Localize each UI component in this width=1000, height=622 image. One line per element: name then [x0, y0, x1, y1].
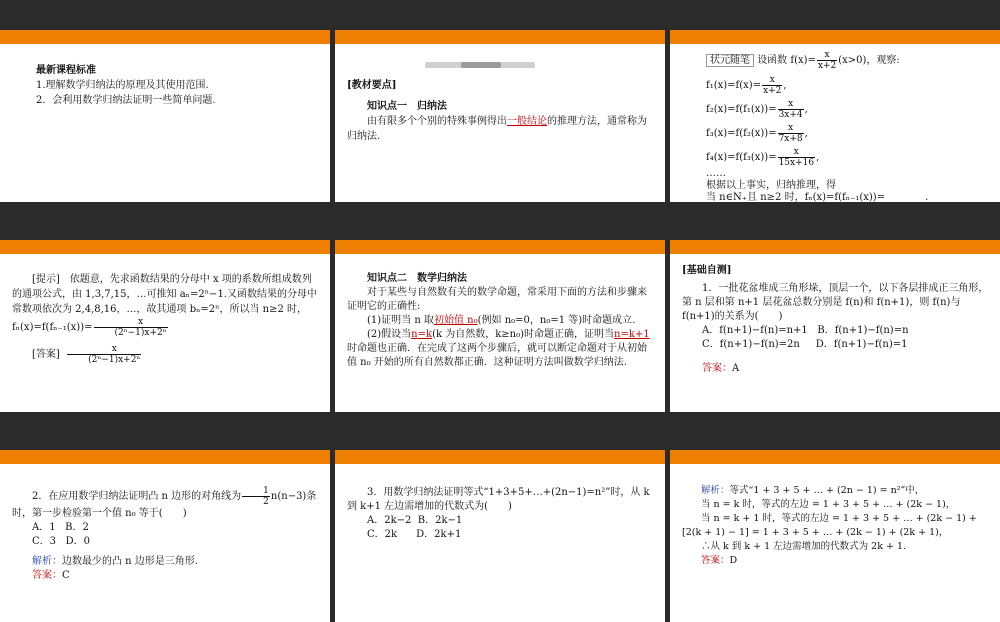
fraction: $\frac{x}{\text{(2ⁿ−1)x+2ⁿ}}$	[94, 317, 168, 338]
standard-item-1: 1.理解数学归纳法的原理及其使用范围.	[36, 80, 209, 91]
f4-line: f₄(x)=f(f₃(x))= $\frac{x}{15x+16}$ ,	[706, 147, 820, 168]
step-2: (2)假设当n=k(k 为自然数，k≥n₀)时命题正确，证明当n=k+1时命题也正确．在完成了这两个步骤后，就可以断定命题对于从初始值 n₀ 开始的所有自然数都正确．这种证明方法叫做数学归纳法.	[347, 329, 650, 368]
standard-item-2: 2．会利用数学归纳法证明一些简单问题.	[36, 95, 216, 106]
options-row-2: C．2k D．2k+1	[367, 529, 462, 540]
options-row-1: A．2k−2 B．2k−1	[367, 515, 463, 526]
analysis-line-1: 解析：等式“1 + 3 + 5 + … + (2n − 1) = n²”中，	[701, 485, 925, 496]
options-row-1: A．1 B．2	[32, 522, 89, 533]
top-bar	[0, 0, 1000, 24]
question-text: 2．在应用数学归纳法证明凸 n 边形的对角线为 $\frac{1}{2}$ n(n−3)条时，第一步检验第一个值 n₀ 等于( )	[12, 486, 317, 519]
slide-header-bar	[670, 240, 1000, 254]
question-text: 当 n∈N₊且 n≥2 时，fₙ(x)=f(fₙ₋₁(x))=________.	[706, 192, 929, 202]
slide-header-bar	[670, 30, 1000, 44]
answer-label: [答案]	[32, 349, 60, 360]
slide-header-bar	[0, 30, 330, 44]
slide-header-bar	[0, 450, 330, 464]
options-row-2: C．3 D．0	[32, 536, 90, 547]
slide-7-thumbnail[interactable]	[0, 450, 330, 622]
section-heading: [教材要点]	[347, 80, 397, 91]
fraction: $\frac{1}{2}$	[242, 486, 270, 507]
slide-header-bar	[335, 450, 665, 464]
slide-3-thumbnail[interactable]	[670, 30, 1000, 202]
analysis-line-2: 当 n = k 时，等式的左边 = 1 + 3 + 5 + … + (2k − 1)，	[701, 499, 956, 510]
f3-line: f₃(x)=f(f₂(x))= $\frac{x}{7x+8}$ ,	[706, 123, 808, 144]
fill-blank: 一般结论	[507, 116, 547, 127]
definition-text: 由有限多个个别的特殊事例得出一般结论的推理方法，通常称为归纳法.	[347, 116, 647, 142]
ellipsis: ……	[706, 168, 726, 179]
slide-banner	[425, 62, 535, 68]
slide-4-thumbnail[interactable]	[0, 240, 330, 412]
f1-line: f₁(x)=f(x)= $\frac{x}{x+2}$ ,	[706, 75, 787, 96]
f2-line: f₂(x)=f(f₁(x))= $\frac{x}{3x+4}$ ,	[706, 99, 808, 120]
slide-header-bar	[0, 240, 330, 254]
options-row-2: C．f(n+1)−f(n)=2n D．f(n+1)−f(n)=1	[702, 339, 908, 350]
question-text: 3．用数学归纳法证明等式“1+3+5+…+(2n−1)=n²”时，从 k 到 k+1 左边需增加的代数式为( )	[347, 487, 650, 512]
analysis-line: 解析：边数最少的凸 n 边形是三角形.	[32, 556, 198, 567]
knowledge-point-title: 知识点一 归纳法	[367, 101, 447, 112]
fill-blank: n=k	[411, 329, 433, 340]
answer-line: 答案：A	[702, 363, 740, 374]
answer-line: 答案：C	[32, 570, 70, 581]
slide-2-thumbnail[interactable]	[335, 30, 665, 202]
fraction: $\frac{x}{\text{(2ⁿ−1)x+2ⁿ}}$	[67, 344, 141, 365]
tip-label: 状元随笔	[706, 54, 754, 67]
slide-9-thumbnail[interactable]	[670, 450, 1000, 622]
answer-line: 答案：D	[701, 555, 738, 566]
analysis-line-4: ∴从 k 到 k + 1 左边需增加的代数式为 2k + 1.	[701, 541, 907, 552]
hint-paragraph: [提示] 依题意，先求函数结果的分母中 x 项的系数所组成数列的通项公式，由 1,3,7,15，…可推知 aₙ=2ⁿ−1.又函数结果的分母中常数项依次为 2,4,8,16，…，故其通项 bₙ=2ⁿ，所以当 n≥2 时，fₙ(x)=f(fₙ₋₁(x))= $\frac{x}{\text{(2ⁿ−1)x+2ⁿ}}$	[12, 274, 317, 338]
step-1: (1)证明当 n 取初始值 n₀(例如 n₀=0，n₀=1 等)时命题成立.	[367, 315, 636, 326]
slide-1-thumbnail[interactable]	[0, 30, 330, 202]
fill-blank: n=k+1	[614, 329, 650, 340]
slide-header-bar	[670, 450, 1000, 464]
fill-blank: 初始值 n₀	[433, 315, 478, 326]
answer-line	[12, 344, 320, 365]
analysis-line-3: 当 n = k + 1 时，等式的左边 = 1 + 3 + 5 + … + (2k − 1) + [2(k + 1) − 1] = 1 + 3 + 5 + … + (2k − 1) + (2k + 1)，	[682, 513, 977, 538]
options-row-1: A．f(n+1)−f(n)=n+1 B．f(n+1)−f(n)=n	[702, 325, 909, 336]
course-standard-title: 最新课程标准	[36, 65, 96, 76]
slide-header-bar	[335, 30, 665, 44]
fraction: $\frac{x}{x+2}$	[817, 50, 837, 71]
slide-header-bar	[335, 240, 665, 254]
slide-5-thumbnail[interactable]	[335, 240, 665, 412]
question-text: 1．一批花盆堆成三角形垛，顶层一个，以下各层排成正三角形，第 n 层和第 n+1 层花盆总数分别是 f(n)和 f(n+1)，则 f(n)与 f(n+1)的关系为( )	[682, 283, 989, 322]
knowledge-point-title: 知识点二 数学归纳法	[367, 273, 467, 284]
slide-6-thumbnail[interactable]	[670, 240, 1000, 412]
function-intro: 状元随笔 设函数 f(x)= $\frac{x}{x+2}$ (x>0)，观察:	[706, 50, 990, 71]
intro-text: 对于某些与自然数有关的数学命题，常采用下面的方法和步骤来证明它的正确性:	[347, 287, 647, 312]
section-heading: [基础自测]	[682, 265, 732, 276]
slide-8-thumbnail[interactable]	[335, 450, 665, 622]
conclusion-text: 根据以上事实，归纳推理，得	[706, 180, 836, 191]
